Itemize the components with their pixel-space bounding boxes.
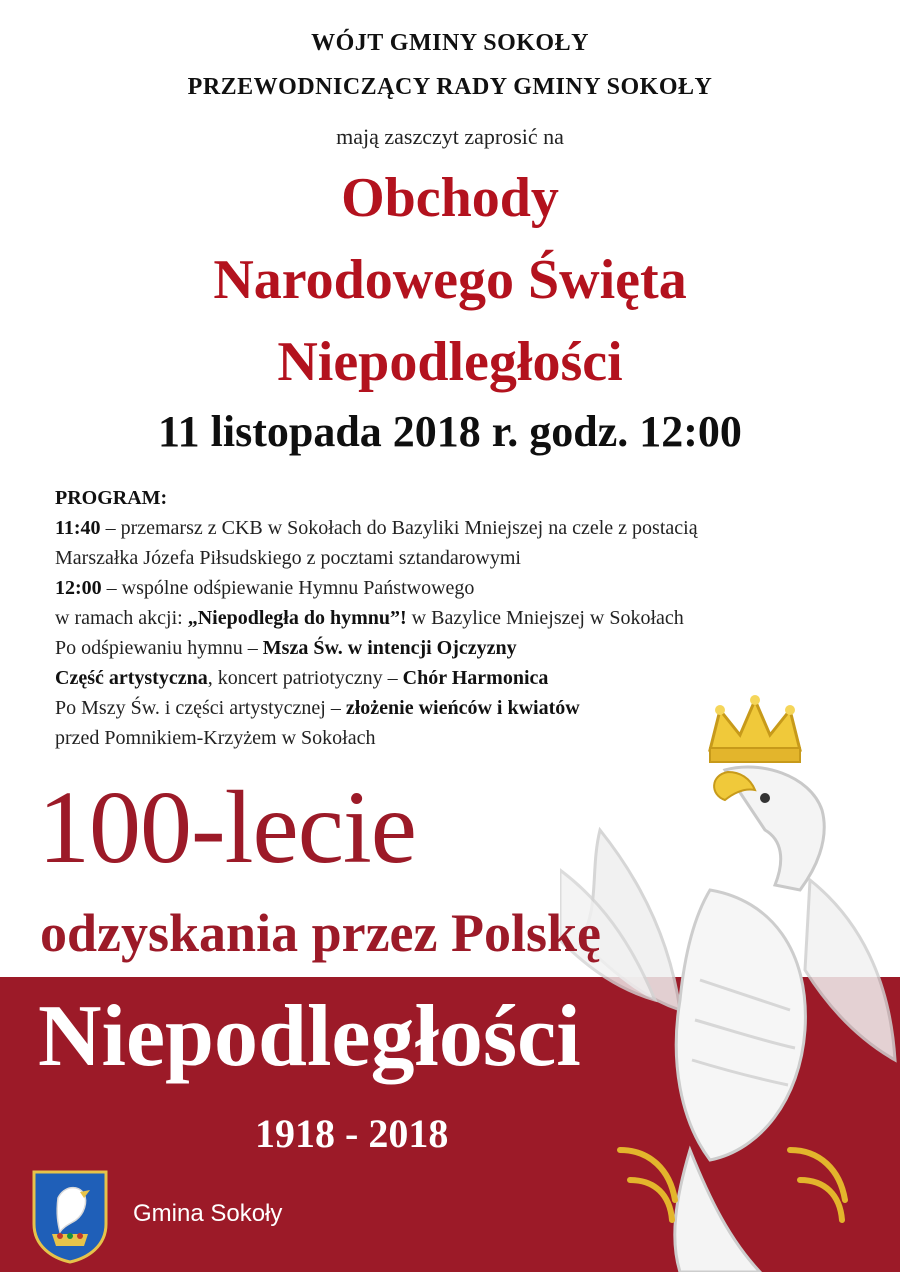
white-eagle-emblem (560, 680, 900, 1272)
program-text: – przemarsz z CKB w Sokołach do Bazyliki Mniejszej na czele z postacią (100, 517, 698, 539)
gmina-label: Gmina Sokoły (133, 1200, 283, 1227)
anniversary-years: 1918 - 2018 (255, 1111, 449, 1156)
program-time-2: 12:00 (55, 577, 102, 599)
program-heading: PROGRAM: (55, 487, 168, 509)
program-text: Po odśpiewaniu hymnu – (55, 637, 263, 659)
gmina-crest-icon (30, 1168, 110, 1264)
program-bold: Część artystyczna (55, 667, 208, 689)
program-text: w Bazylice Mniejszej w Sokołach (406, 607, 684, 629)
program-text: przed Pomnikiem-Krzyżem w Sokołach (55, 727, 376, 749)
program-text: Po Mszy Św. i części artystycznej – (55, 697, 346, 719)
program-text: Marszałka Józefa Piłsudskiego z pocztami sztandarowymi (55, 547, 521, 569)
program-bold: złożenie wieńców i kwiatów (345, 697, 580, 719)
program-text: w ramach akcji: (55, 607, 188, 629)
program-text: , koncert patriotyczny – (207, 667, 403, 689)
title-line-1: Obchody (341, 167, 559, 229)
invite-text: mają zaszczyt zaprosić na (336, 124, 564, 149)
crown-icon (710, 695, 800, 762)
organizer-line-2: PRZEWODNICZĄCY RADY GMINY SOKOŁY (187, 74, 713, 100)
program-time-1: 11:40 (55, 517, 101, 539)
event-date: 11 listopada 2018 r. godz. 12:00 (158, 407, 742, 456)
program-bold: Msza Św. w intencji Ojczyzny (262, 637, 517, 659)
anniversary-line-2: odzyskania przez Polskę (40, 903, 601, 963)
title-line-3: Niepodległości (277, 331, 623, 393)
title-line-2: Narodowego Święta (213, 249, 687, 311)
program-text: – wspólne odśpiewanie Hymnu Państwowego (101, 577, 475, 599)
program-bold: Chór Harmonica (402, 667, 549, 689)
anniversary-line-3: Niepodległości (38, 988, 581, 1085)
program-bold: „Niepodległa do hymnu”! (187, 607, 407, 629)
organizer-line-1: WÓJT GMINY SOKOŁY (311, 30, 589, 56)
anniversary-number: 100-lecie (38, 770, 416, 885)
